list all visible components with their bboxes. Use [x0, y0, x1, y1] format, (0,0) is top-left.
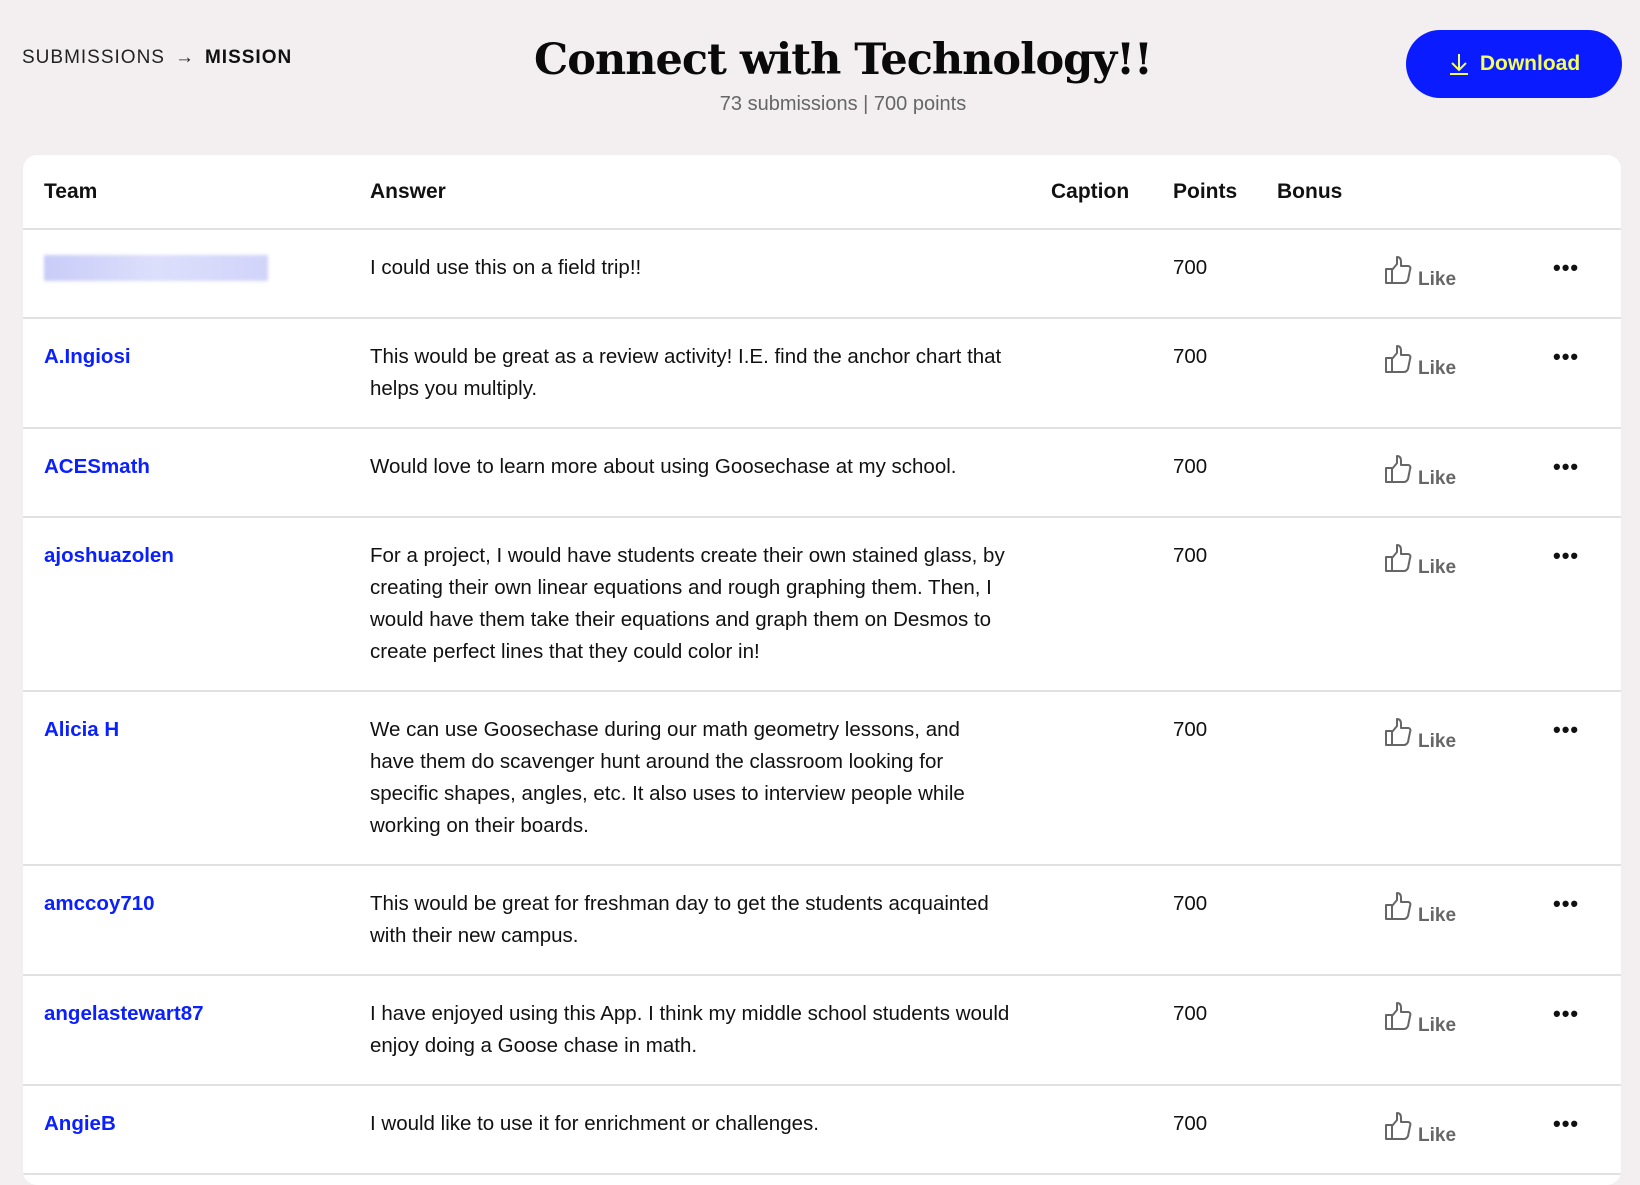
- download-button[interactable]: [1406, 30, 1622, 98]
- column-bonus[interactable]: Bonus: [1277, 179, 1343, 203]
- download-label: Download: [1479, 52, 1581, 75]
- answer-text: I have enjoyed using this App. I think my middle school students would enjoy doing a Goose chase in math.: [370, 1002, 1010, 1057]
- answer-text: For a project, I would have students create their own stained glass, by creating their own linear equations and rough graphing them. Then, I would have them take their equations and graph them on Desmos to create perfect lines that they could color in!: [370, 544, 1005, 663]
- like-label: Like: [1418, 358, 1457, 379]
- thumbs-up-icon: [1384, 1111, 1412, 1151]
- arrow-right-icon: →: [174, 47, 195, 68]
- table-row: [23, 692, 1621, 866]
- answer-text: This would be great as a review activity! I.E. find the anchor chart that helps you multiply.: [370, 345, 1002, 400]
- more-options-icon[interactable]: •••: [1553, 888, 1579, 920]
- team-link[interactable]: Alicia H: [44, 718, 120, 741]
- more-options-icon[interactable]: •••: [1553, 341, 1579, 373]
- team-link[interactable]: angelastewart87: [44, 1002, 204, 1025]
- table-row: [23, 230, 1621, 319]
- like-label: Like: [1418, 269, 1457, 290]
- answer-text: I would like to use it for enrichment or challenges.: [370, 1112, 819, 1135]
- points-value: 700: [1173, 256, 1208, 279]
- like-button[interactable]: [1384, 1111, 1456, 1151]
- like-button[interactable]: [1384, 1001, 1456, 1041]
- like-button[interactable]: [1384, 891, 1456, 931]
- table-row: [23, 518, 1621, 692]
- thumbs-up-icon: [1384, 344, 1412, 384]
- thumbs-up-icon: [1384, 891, 1412, 931]
- like-button[interactable]: [1384, 717, 1456, 757]
- column-team[interactable]: Team: [44, 179, 98, 203]
- answer-text: I could use this on a field trip!!: [370, 256, 642, 279]
- points-value: 700: [1173, 455, 1208, 478]
- team-link[interactable]: A.Ingiosi: [44, 345, 131, 368]
- submission-summary: 73 submissions | 700 points: [719, 93, 967, 115]
- thumbs-up-icon: [1384, 717, 1412, 757]
- more-options-icon[interactable]: •••: [1553, 998, 1579, 1030]
- like-label: Like: [1418, 557, 1457, 578]
- like-label: Like: [1418, 1125, 1457, 1146]
- breadcrumb-current: MISSION: [204, 47, 293, 68]
- points-value: 700: [1173, 345, 1208, 368]
- breadcrumb-submissions-link[interactable]: SUBMISSIONS: [22, 47, 165, 68]
- points-value: 700: [1173, 544, 1208, 567]
- like-label: Like: [1418, 731, 1457, 752]
- thumbs-up-icon: [1384, 454, 1412, 494]
- submissions-table: [23, 155, 1621, 1185]
- column-answer[interactable]: Answer: [370, 179, 446, 203]
- table-row: [23, 866, 1621, 976]
- more-options-icon[interactable]: •••: [1553, 714, 1579, 746]
- column-caption[interactable]: Caption: [1051, 179, 1130, 203]
- table-row: [23, 1086, 1621, 1175]
- team-link-redacted[interactable]: [44, 255, 268, 281]
- team-link[interactable]: ajoshuazolen: [44, 544, 174, 567]
- answer-text: Would love to learn more about using Goosechase at my school.: [370, 455, 957, 478]
- team-link[interactable]: AngieB: [44, 1112, 116, 1135]
- points-value: 700: [1173, 718, 1208, 741]
- like-label: Like: [1418, 468, 1457, 489]
- answer-text: We can use Goosechase during our math geometry lessons, and have them do scavenger hunt around the classroom looking for specific shapes, angles, etc. It also uses to interview people while working on their boards.: [370, 718, 965, 837]
- thumbs-up-icon: [1384, 543, 1412, 583]
- like-label: Like: [1418, 1015, 1457, 1036]
- team-link[interactable]: amccoy710: [44, 892, 155, 915]
- points-value: 700: [1173, 1112, 1208, 1135]
- table-row: [23, 319, 1621, 429]
- like-label: Like: [1418, 905, 1457, 926]
- like-button[interactable]: [1384, 255, 1456, 295]
- table-row: [23, 976, 1621, 1086]
- column-points[interactable]: Points: [1173, 179, 1238, 203]
- team-link[interactable]: ACESmath: [44, 455, 150, 478]
- download-icon: [1448, 52, 1470, 76]
- breadcrumb: [22, 47, 322, 69]
- more-options-icon[interactable]: •••: [1553, 540, 1579, 572]
- points-value: 700: [1173, 1002, 1208, 1025]
- more-options-icon[interactable]: •••: [1553, 1108, 1579, 1140]
- more-options-icon[interactable]: •••: [1553, 252, 1579, 284]
- answer-text: This would be great for freshman day to get the students acquainted with their new campus.: [370, 892, 989, 947]
- like-button[interactable]: [1384, 543, 1456, 583]
- like-button[interactable]: [1384, 454, 1456, 494]
- points-value: 700: [1173, 892, 1208, 915]
- table-row: [23, 429, 1621, 518]
- page-title: Connect with Technology!!: [534, 35, 1152, 85]
- thumbs-up-icon: [1384, 255, 1412, 295]
- table-header: [23, 155, 1621, 230]
- more-options-icon[interactable]: •••: [1553, 451, 1579, 483]
- thumbs-up-icon: [1384, 1001, 1412, 1041]
- like-button[interactable]: [1384, 344, 1456, 384]
